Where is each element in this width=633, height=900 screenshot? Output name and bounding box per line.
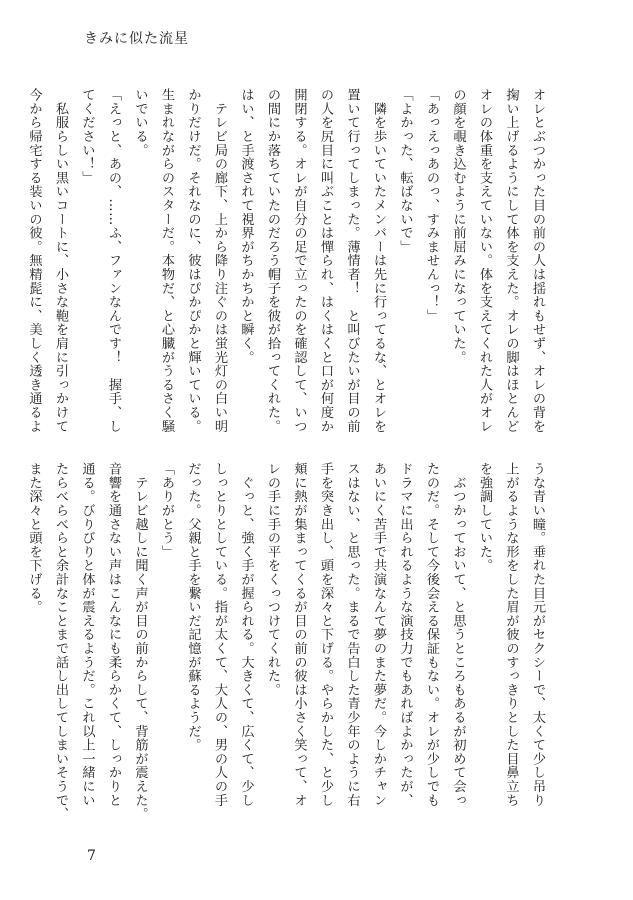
- text-line: あいにく苦手で共演なんて夢のまた夢だ。今しかチャン: [371, 462, 386, 807]
- text-line: オレの体重を支えていない。体を支えてくれた人がオレ: [477, 88, 492, 433]
- text-line: うな青い瞳。垂れた目元がセクシーで、太くて少し吊り: [530, 462, 545, 807]
- text-line: テレビ越しに聞く声が目の前からして、背筋が震えた。: [132, 462, 148, 821]
- text-line: しっとりとしている。指が太くて、大人の、男の人の手: [212, 462, 227, 807]
- text-line: たらべらべらと余計なことまで話し出してしまいそうで、: [53, 462, 68, 821]
- text-line: 上がるような形をした眉が彼のすっきりとした目鼻立ち: [503, 462, 519, 807]
- text-line: ぐっと、強く手が握られる。大きくて、広くて、少し: [238, 462, 254, 807]
- text-line: 置いて行ってしまった。薄情者！ と叫びたいが目の前: [344, 88, 360, 433]
- text-line: 手を突き出し、頭を深々と下げる。やらかした、と少し: [318, 462, 333, 807]
- text-line: 音響を通さない声はこんなにも柔らかくて、しっかりと: [106, 462, 121, 807]
- text-line: テレビ局の廊下、上から降り注ぐのは蛍光灯の白い明: [212, 88, 227, 433]
- text-line: 今から帰宅する装いの彼。無精髭に、美しく透き通るよ: [26, 88, 42, 433]
- text-line: 「えっと、あの、……ふ、ファンなんです！ 握手、し: [106, 88, 121, 433]
- text-line: いでいる。: [132, 88, 148, 157]
- text-line: 隣を歩いていたメンバーは先に行ってるな、とオレを: [371, 88, 386, 433]
- text-line: だった。父親と手を繋いだ記憶が蘇るようだ。: [185, 462, 201, 752]
- text-line: レの手に手の平をくっつけてくれた。: [265, 462, 280, 697]
- text-line: オレとぶつかった目の前の人は揺れもせず、オレの背を: [530, 88, 545, 433]
- running-header-title: きみに似た流星: [84, 31, 189, 47]
- text-block-upper: [26, 88, 550, 433]
- text-block-lower: [26, 462, 550, 821]
- text-line: 「ありがとう」: [159, 462, 174, 559]
- text-line: ドラマに出られるような演技力でもあればよかったが、: [397, 462, 413, 807]
- text-line: 私服らしい黒いコートに、小さな鞄を肩に引っかけて: [53, 88, 68, 433]
- text-line: ぶつかっておいて、と思うところもあるが初めて会っ: [450, 462, 466, 807]
- text-line: の間にか落ちていたのだろう帽子を彼が拾ってくれた。: [265, 88, 280, 433]
- text-line: 「よかった、転ばないで」: [397, 88, 413, 254]
- text-line: の顔を覗き込むように前屈みになっていた。: [450, 88, 466, 364]
- text-line: 「あっえっあのっ、すみませんっ！」: [424, 88, 439, 323]
- text-line: また深々と頭を下げる。: [26, 462, 42, 614]
- text-line: 生まれながらのスターだ。本物だ、と心臓がうるさく騒: [159, 88, 174, 433]
- text-line: てください！」: [79, 88, 95, 185]
- text-line: 通る。びりびりと体が震えるようだ。これ以上一緒にい: [79, 462, 95, 807]
- text-line: 開閉する。オレが自分の足で立ったのを確認して、いつ: [291, 88, 307, 433]
- text-line: スはない、と思った。まるで告白した青少年のように右: [344, 462, 360, 807]
- text-line: かりだけだ。それなのに、彼はぴかぴかと輝いている。: [185, 88, 201, 433]
- page-number: 7: [87, 848, 96, 864]
- text-line: 頬に熱が集まってくるが目の前の彼は小さく笑って、オ: [291, 462, 307, 807]
- text-line: を強調していた。: [477, 462, 492, 573]
- text-line: の人を尻目に叫ぶことは憚られ、はくはくと口が何度か: [318, 88, 333, 433]
- text-line: たのだ。そして今後会える保証もない。オレが少しでも: [424, 462, 439, 807]
- text-line: はい、と手渡されて視界がちかちかと瞬く。: [238, 88, 254, 364]
- text-line: 掬い上げるようにして体を支えた。オレの脚はほとんど: [503, 88, 519, 433]
